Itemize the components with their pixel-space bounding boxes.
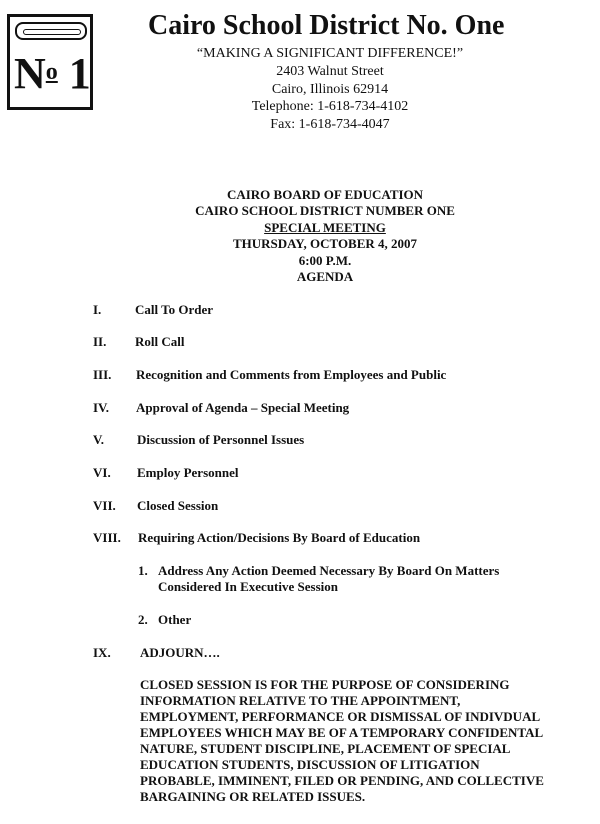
agenda-subitem-text-line: Address Any Action Deemed Necessary By Board On Matters bbox=[158, 563, 500, 578]
closed-session-note-line: INFORMATION RELATIVE TO THE APPOINTMENT, bbox=[140, 693, 461, 708]
agenda-item-number: II. bbox=[93, 334, 107, 349]
closed-session-note-line: NATURE, STUDENT DISCIPLINE, PLACEMENT OF SPECIAL bbox=[140, 741, 511, 756]
district-full-name: CAIRO SCHOOL DISTRICT NUMBER ONE bbox=[195, 203, 455, 218]
agenda-item-number: VI. bbox=[93, 465, 111, 480]
agenda-item-number: VIII. bbox=[93, 530, 121, 545]
agenda-subitem-text bbox=[158, 612, 191, 628]
agenda-item-text: Requiring Action/Decisions By Board of Education bbox=[138, 530, 421, 545]
agenda-subitem-text bbox=[158, 563, 578, 595]
agenda-item-number: III. bbox=[93, 367, 112, 382]
agenda-item-text: Recognition and Comments from Employees and Public bbox=[136, 367, 447, 382]
agenda-subitem bbox=[138, 612, 148, 628]
closed-session-note-line: BARGAINING OR RELATED ISSUES. bbox=[140, 789, 366, 804]
agenda-item-number: IX. bbox=[93, 645, 111, 660]
closed-session-note-line: EMPLOYEES WHICH MAY BE OF A TEMPORARY CONFIDENTAL bbox=[140, 725, 544, 740]
meeting-time: 6:00 P.M. bbox=[298, 253, 352, 268]
agenda-item-text: Discussion of Personnel Issues bbox=[137, 432, 305, 447]
address-city: Cairo, Illinois 62914 bbox=[271, 82, 389, 97]
agenda-item-text: Approval of Agenda – Special Meeting bbox=[136, 400, 350, 415]
agenda-subitem-number: 1. bbox=[138, 563, 148, 578]
closed-session-note bbox=[140, 677, 590, 805]
closed-session-note-line: EDUCATION STUDENTS, DISCUSSION OF LITIGATION bbox=[140, 757, 480, 772]
district-motto: “MAKING A SIGNIFICANT DIFFERENCE!” bbox=[196, 46, 464, 61]
board-name: CAIRO BOARD OF EDUCATION bbox=[226, 187, 424, 202]
agenda-item-text: Closed Session bbox=[137, 498, 219, 513]
agenda-item-text: Call To Order bbox=[135, 302, 214, 317]
meeting-type: SPECIAL MEETING bbox=[264, 220, 386, 235]
agenda-subitem-number: 2. bbox=[138, 612, 148, 627]
agenda-subitem-text-line: Considered In Executive Session bbox=[158, 579, 338, 594]
closed-session-note-line: PROBABLE, IMMINENT, FILED OR PENDING, AND COLLECTIVE bbox=[140, 773, 544, 788]
agenda-item-number: IV. bbox=[93, 400, 110, 415]
closed-session-note-line: CLOSED SESSION IS FOR THE PURPOSE OF CONSIDERING bbox=[140, 677, 510, 692]
telephone: Telephone: 1-618-734-4102 bbox=[251, 99, 409, 114]
agenda-item-text: Employ Personnel bbox=[137, 465, 239, 480]
agenda-subitem bbox=[138, 563, 148, 579]
fax: Fax: 1-618-734-4047 bbox=[270, 117, 390, 132]
district-name: Cairo School District No. One bbox=[148, 10, 505, 41]
agenda-item-text: Roll Call bbox=[135, 334, 185, 349]
address-street: 2403 Walnut Street bbox=[276, 64, 384, 79]
agenda-subitem-text-line: Other bbox=[158, 612, 192, 627]
meeting-date: THURSDAY, OCTOBER 4, 2007 bbox=[232, 236, 418, 251]
agenda-item-text: ADJOURN…. bbox=[140, 645, 220, 660]
document-title: AGENDA bbox=[296, 269, 354, 284]
agenda-item-number: I. bbox=[93, 302, 102, 317]
logo-banner-shape bbox=[15, 22, 87, 40]
logo-text: $N^o$ 1 bbox=[14, 49, 91, 98]
agenda-item-number: VII. bbox=[93, 498, 116, 513]
district-logo bbox=[7, 14, 93, 110]
closed-session-note-line: EMPLOYMENT, PERFORMANCE OR DISMISSAL OF INDIVDUAL bbox=[140, 709, 541, 724]
agenda-item-number: V. bbox=[93, 432, 104, 447]
